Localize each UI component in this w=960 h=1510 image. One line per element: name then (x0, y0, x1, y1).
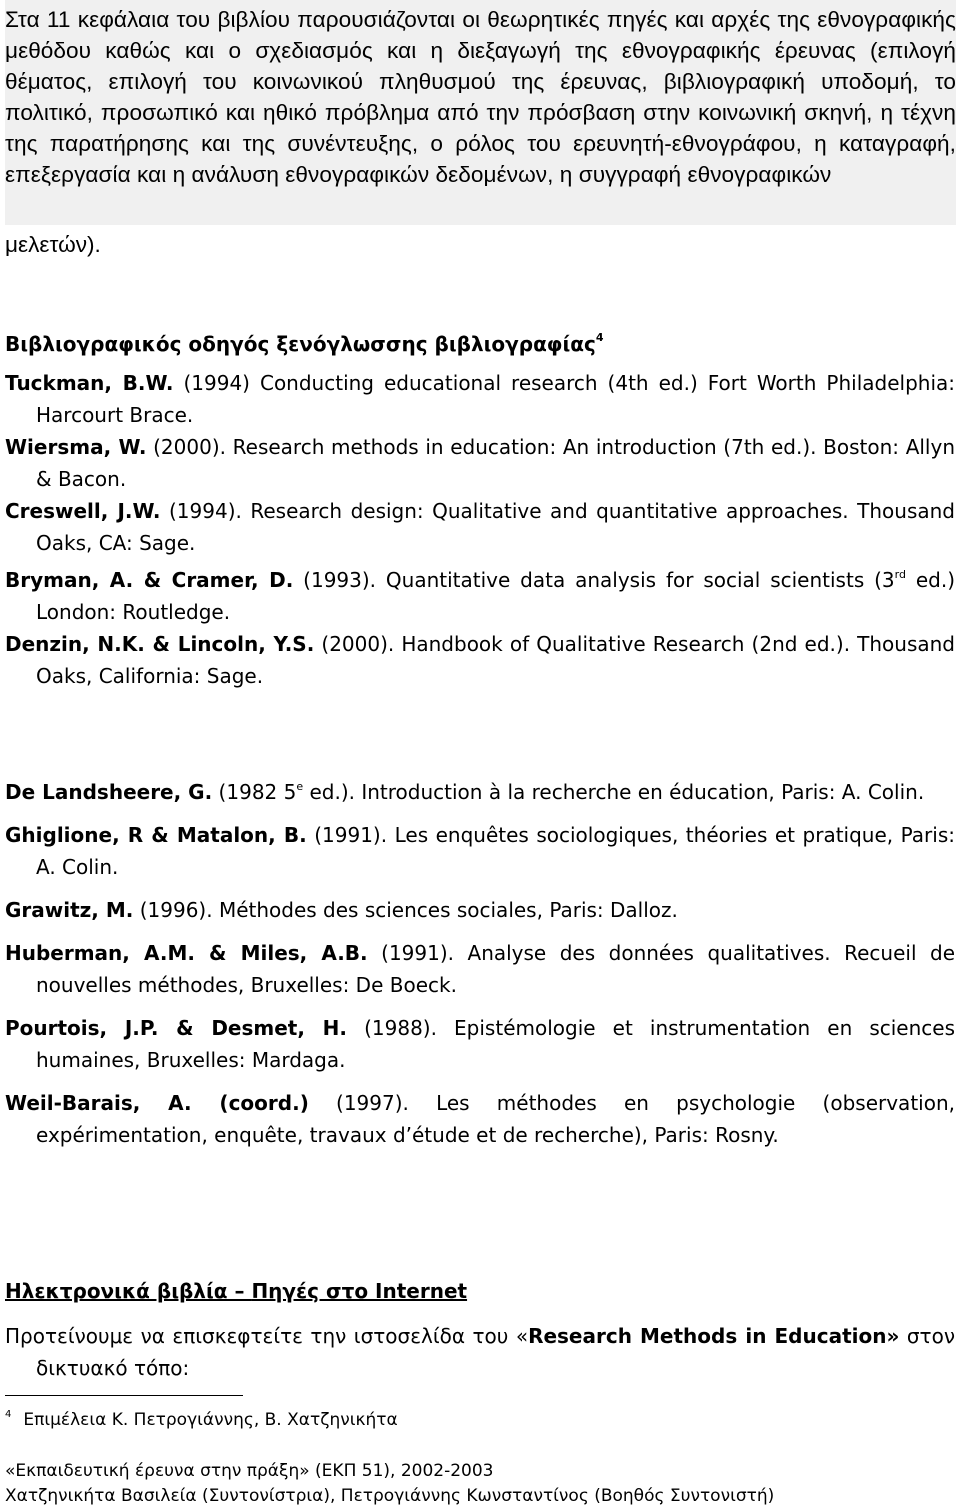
recommendation-text: Προτείνουμε να επισκεφτείτε την ιστοσελίδα του « (5, 1324, 529, 1348)
reference-author: Pourtois, J.P. & Desmet, H. (5, 1016, 347, 1040)
reference-author: Grawitz, M. (5, 898, 134, 922)
reference-details-cont: ed.). Introduction à la recherche en éducation, Paris: A. Colin. (303, 780, 925, 804)
footnote (5, 1404, 398, 1431)
ordinal-superscript: rd (894, 568, 906, 581)
footnote-reference-mark: 4 (595, 331, 604, 344)
reference-entry (5, 894, 955, 926)
intro-paragraph-block (5, 0, 956, 225)
reference-entry (5, 431, 955, 495)
reference-author: Creswell, J.W. (5, 499, 161, 523)
intro-paragraph-ending: μελετών). (5, 232, 101, 257)
bibliography-heading (5, 323, 604, 359)
intro-paragraph: Στα 11 κεφάλαια του βιβλίου παρουσιάζονται οι θεωρητικές πηγές και αρχές της εθνογραφικής μεθόδου καθώς και ο σχεδιασμός και η διεξαγωγή της εθνογραφικής έρευνας (επιλογή θέματος, επιλογή του κοινωνικού πληθυσμού της έρευνας, βιβλιογραφική υποδομή, το πολιτικό, προσωπικό και ηθικό πρόβλημα από την πρόσβαση στην κοινωνική σκηνή, η τέχνη της παρατήρησης και της συνέντευξης, ο ρόλος του ερευνητή-εθνογράφου, η καταγραφή, επεξεργασία και η ανάλυση εθνογραφικών δεδομένων, η συγγραφή εθνογραφικών (5, 7, 956, 187)
internet-sources-heading-text: Πηγές στο Internet (251, 1279, 468, 1303)
reference-entry (5, 1087, 955, 1151)
reference-author: Wiersma, W. (5, 435, 147, 459)
heading-dash: – (227, 1279, 252, 1303)
reference-details: (1994) Conducting educational research (4th ed.) Fort Worth Philadelphia: Harcourt Brace. (36, 371, 955, 427)
website-title: Research Methods in Education» (528, 1324, 900, 1348)
reference-details: (1991). Analyse des données qualitatives. Recueil de nouvelles méthodes, Bruxelles: De Boeck. (36, 941, 955, 997)
reference-author: Weil-Barais, A. (coord.) (5, 1091, 309, 1115)
footnote-separator (5, 1395, 243, 1396)
reference-entry (5, 367, 955, 431)
reference-details-cont: ed.) London: Routledge. (36, 568, 956, 624)
reference-details: (1982 5 (212, 780, 297, 804)
reference-entry (5, 1012, 955, 1076)
reference-author: Denzin, N.K. & Lincoln, Y.S. (5, 632, 315, 656)
reference-entry (5, 937, 955, 1001)
footer-course-line: «Εκπαιδευτική έρευνα στην πράξη» (ΕΚΠ 51), 2002-2003 (5, 1461, 494, 1481)
internet-sources-heading (5, 1276, 467, 1306)
reference-details: (1993). Quantitative data analysis for social scientists (3 (293, 568, 895, 592)
english-reference-list (5, 367, 955, 692)
reference-author: Ghiglione, R & Matalon, B. (5, 823, 307, 847)
reference-details: (1994). Research design: Qualitative and quantitative approaches. Thousand Oaks, CA: Sage. (36, 499, 955, 555)
reference-author: Tuckman, B.W. (5, 371, 174, 395)
reference-author: Huberman, A.M. & Miles, A.B. (5, 941, 368, 965)
footnote-text: Επιμέλεια Κ. Πετρογιάννης, Β. Χατζηνικήτα (23, 1410, 398, 1430)
reference-entry (5, 559, 955, 628)
page-footer (5, 1459, 774, 1509)
reference-entry (5, 819, 955, 883)
website-recommendation (5, 1320, 955, 1384)
ordinal-superscript: e (296, 780, 304, 793)
reference-entry (5, 628, 955, 692)
reference-entry (5, 495, 955, 559)
reference-details: (1997). Les méthodes en psychologie (observation, expérimentation, enquête, travaux d’étude et de recherche), Paris: Rosny. (36, 1091, 955, 1147)
reference-details: (1988). Epistémologie et instrumentation en sciences humaines, Bruxelles: Mardaga. (36, 1016, 956, 1072)
reference-details: (1996). Méthodes des sciences sociales, Paris: Dalloz. (133, 898, 678, 922)
reference-details: (1991). Les enquêtes sociologiques, théories et pratique, Paris: A. Colin. (36, 823, 955, 879)
reference-details: (2000). Research methods in education: An introduction (7th ed.). Boston: Allyn & Bacon. (36, 435, 955, 491)
recommendation-text-end: στον δικτυακό τόπο: (36, 1324, 955, 1380)
ebooks-heading-text: Ηλεκτρονικά βιβλία (5, 1279, 228, 1303)
bibliography-heading-text: Βιβλιογραφικός οδηγός ξενόγλωσσης βιβλιογραφίας (5, 332, 596, 356)
footnote-number: 4 (5, 1409, 12, 1420)
french-reference-list (5, 771, 955, 1162)
footer-authors-line: Χατζηνικήτα Βασιλεία (Συντονίστρια), Πετρογιάννης Κωνσταντίνος (Βοηθός Συντονιστή) (5, 1486, 775, 1506)
reference-details: (2000). Handbook of Qualitative Research (2nd ed.). Thousand Oaks, California: Sage. (36, 632, 956, 688)
reference-author: De Landsheere, G. (5, 780, 213, 804)
reference-entry (5, 771, 955, 808)
reference-author: Bryman, A. & Cramer, D. (5, 568, 294, 592)
